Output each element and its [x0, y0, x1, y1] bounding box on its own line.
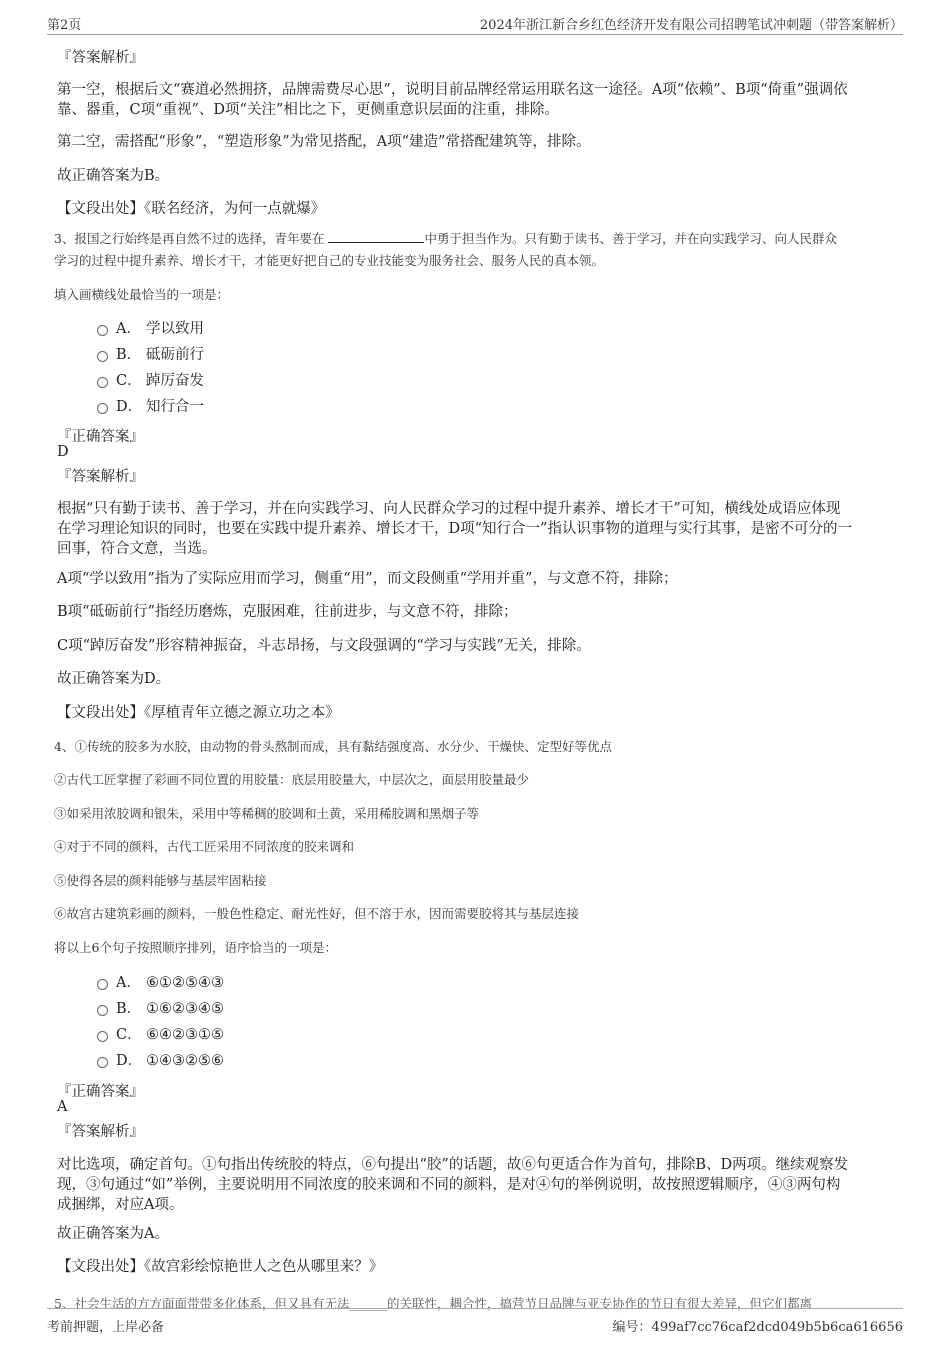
q4-option-b[interactable]: B． ①⑥②③④⑤	[97, 999, 224, 1019]
radio-icon[interactable]	[97, 1057, 108, 1068]
document-title: 2024年浙江新合乡红色经济开发有限公司招聘笔试冲刺题（带答案解析）	[479, 18, 903, 33]
question-5-cutoff: 5、社会生活的方方面面带带多化体系，但又具有无法______的关联性，耦合性，搞营节日品牌与亚专协作的节日有很大差异，但它们都离	[54, 1296, 812, 1311]
radio-icon[interactable]	[97, 351, 108, 362]
q3-option-b[interactable]: B． 砥砺前行	[97, 345, 204, 365]
analysis-paragraph-1: 对比选项，确定首句。①句指出传统胶的特点，⑥句提出“胶”的话题，故⑥句更适合作为首句，排除B、D两项。继续观察发 现，③句通过“如”举例，主要说明用不同浓度的胶来调和不同的颜料，是对④句的举例说明，故按照逻辑顺序，④③两句构 成捆绑，对应A项。	[57, 1157, 849, 1213]
radio-icon[interactable]	[97, 1031, 108, 1042]
footer-slogan: 考前押题，上岸必备	[47, 1320, 165, 1335]
correct-answer-label: 『正确答案』	[57, 429, 144, 445]
analysis-label: 『答案解析』	[57, 1124, 144, 1140]
analysis-paragraph-3: B项“砥砺前行”指经历磨炼，克服困难，往前进步，与文意不符，排除；	[57, 604, 518, 620]
question-4-prompt: 将以上6个句子按照顺序排列，语序恰当的一项是：	[54, 940, 337, 955]
fill-blank	[328, 228, 424, 243]
analysis-label: 『答案解析』	[57, 469, 144, 485]
analysis-paragraph-4: C项“踔厉奋发”形容精神振奋，斗志昂扬，与文段强调的“学习与实践”无关，排除。	[57, 638, 591, 654]
analysis-label: 『答案解析』	[57, 50, 144, 66]
page-header	[47, 14, 903, 35]
question-3-stem: 3、报国之行始终是再自然不过的选择，青年要在 中勇于担当作为。只有勤于读书、善于学习，并在向实践学习、向人民群众 学习的过程中提升素养、增长才干，才能更好把自己的专业技能变为服务社会、服务人民的真本领。	[54, 228, 900, 272]
question-3-prompt: 填入画横线处最恰当的一项是：	[54, 287, 230, 302]
document-code: 编号：499af7cc76caf2dcd049b5b6ca616656	[612, 1320, 903, 1335]
radio-icon[interactable]	[97, 403, 108, 414]
analysis-paragraph-1: 根据“只有勤于读书、善于学习，并在向实践学习、向人民群众学习的过程中提升素养、增长才干”可知，横线处成语应体现 在学习理论知识的同时，也要在实践中提升素养、增长才干，D项“知行合一”指认识事物的道理与实行其事，是密不可分的一 回事，符合文意，当选。	[57, 501, 852, 557]
analysis-paragraph-1: 第一空，根据后文“赛道必然拥挤，品牌需费尽心思”，说明目前品牌经常运用联名这一途径。A项“依赖”、B项“倚重”强调依 靠、器重，C项“重视”、D项“关注”相比之下，更侧重意识层面的注重，排除。	[57, 82, 848, 118]
q4-option-d[interactable]: D． ①④③②⑤⑥	[97, 1051, 224, 1071]
q4-option-c[interactable]: C． ⑥④②③①⑤	[97, 1025, 224, 1045]
question-4-sentence-1: 4、①传统的胶多为水胶，由动物的骨头熬制而成，具有黏结强度高、水分少、干燥快、定型好等优点	[54, 739, 612, 754]
analysis-conclusion: 故正确答案为A。	[57, 1226, 169, 1242]
correct-answer-label: 『正确答案』	[57, 1084, 144, 1100]
question-4-sentence-5: ⑤使得各层的颜料能够与基层牢固粘接	[54, 873, 267, 888]
q4-option-a[interactable]: A． ⑥①②⑤④③	[97, 973, 224, 993]
source-citation: 【文段出处】《联名经济，为何一点就爆》	[57, 201, 326, 217]
question-4-sentence-3: ③如采用浓胶调和银朱，采用中等稀稠的胶调和土黄，采用稀胶调和黑烟子等	[54, 806, 480, 821]
source-citation: 【文段出处】《厚植青年立德之源立功之本》	[57, 705, 340, 721]
q3-option-c[interactable]: C． 踔厉奋发	[97, 371, 204, 391]
question-4-sentence-6: ⑥故宫古建筑彩画的颜料，一般色性稳定、耐光性好，但不溶于水，因而需要胶将其与基层连接	[54, 906, 580, 921]
analysis-conclusion: 故正确答案为B。	[57, 168, 170, 184]
correct-answer: A	[57, 1099, 68, 1115]
source-citation: 【文段出处】《故宫彩绘惊艳世人之色从哪里来？》	[57, 1259, 384, 1275]
page-number: 第2页	[47, 18, 82, 33]
analysis-paragraph-2: 第二空，需搭配“形象”，“塑造形象”为常见搭配，A项“建造”常搭配建筑等，排除。	[57, 134, 591, 150]
radio-icon[interactable]	[97, 325, 108, 336]
radio-icon[interactable]	[97, 1005, 108, 1016]
q3-option-a[interactable]: A． 学以致用	[97, 319, 204, 339]
radio-icon[interactable]	[97, 979, 108, 990]
analysis-paragraph-2: A项“学以致用”指为了实际应用而学习，侧重“用”，而文段侧重“学用并重”，与文意不符，排除；	[57, 571, 678, 587]
page-footer	[47, 1308, 903, 1335]
correct-answer: D	[57, 444, 69, 460]
analysis-conclusion: 故正确答案为D。	[57, 671, 171, 687]
question-4-sentence-4: ④对于不同的颜料，古代工匠采用不同浓度的胶来调和	[54, 839, 355, 854]
question-4-sentence-2: ②古代工匠掌握了彩画不同位置的用胶量：底层用胶量大，中层次之，面层用胶量最少	[54, 772, 530, 787]
radio-icon[interactable]	[97, 377, 108, 388]
q3-option-d[interactable]: D． 知行合一	[97, 397, 204, 417]
